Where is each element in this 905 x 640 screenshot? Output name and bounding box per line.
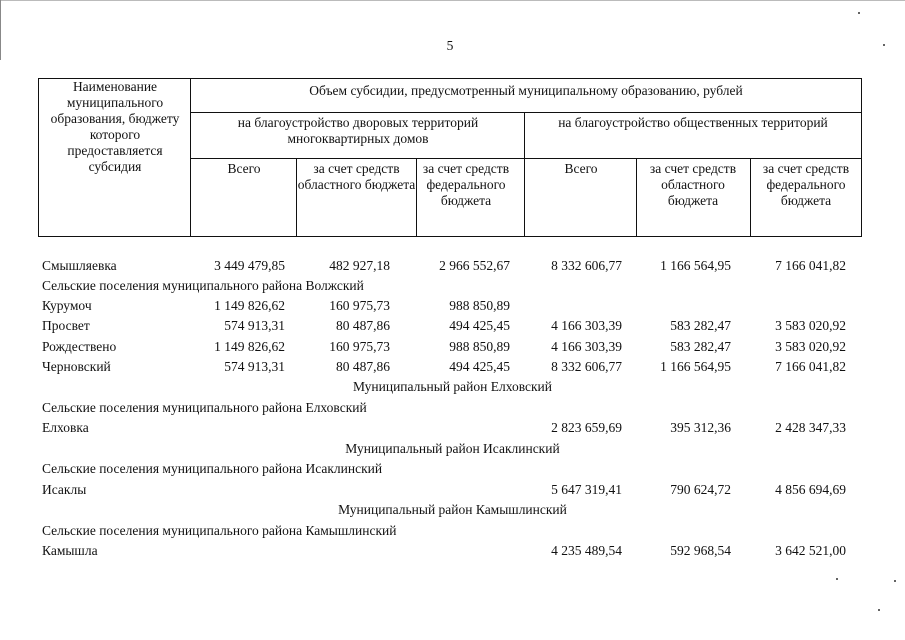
header-col-regional-public: за счет средств областного бюджета (649, 161, 737, 208)
amount-cell-v5: 1 166 564,95 (660, 359, 731, 374)
scan-speck (858, 12, 860, 14)
table-row (0, 420, 905, 440)
district-heading: Муниципальный район Камышлинский (338, 502, 567, 517)
table-row (0, 543, 905, 563)
amount-cell-v4: 8 332 606,77 (551, 258, 622, 273)
amount-cell-v1: 1 149 826,62 (214, 339, 285, 354)
table-row (0, 258, 905, 278)
municipality-name: Смышляевка (42, 258, 117, 273)
header-group-yards: на благоустройство дворовых территорий многоквартирных домов (237, 115, 479, 146)
district-heading-row (0, 441, 905, 461)
district-heading: Муниципальный район Елховский (352, 379, 553, 394)
header-col-total-public: Всего (564, 161, 598, 176)
amount-cell-v1: 574 913,31 (224, 318, 285, 333)
amount-cell-v3: 494 425,45 (449, 318, 510, 333)
group-heading-row (0, 400, 905, 420)
amount-cell-v6: 2 428 347,33 (775, 420, 846, 435)
table-row (0, 339, 905, 359)
scan-speck (883, 44, 885, 46)
amount-cell-v5: 395 312,36 (670, 420, 731, 435)
amount-cell-v6: 3 583 020,92 (775, 318, 846, 333)
amount-cell-v1: 574 913,31 (224, 359, 285, 374)
amount-cell-v2: 482 927,18 (329, 258, 390, 273)
municipality-name: Рождествено (42, 339, 117, 354)
group-heading-row (0, 461, 905, 481)
group-heading: Сельские поселения муниципального района Елховский (42, 400, 367, 415)
amount-cell-v5: 583 282,47 (670, 339, 731, 354)
amount-cell-v4: 4 166 303,39 (551, 339, 622, 354)
group-heading: Сельские поселения муниципального района Камышлинский (42, 523, 397, 538)
header-main-title: Объем субсидии, предусмотренный муниципальному образованию, рублей (309, 83, 743, 98)
table-row (0, 298, 905, 318)
amount-cell-v5: 583 282,47 (670, 318, 731, 333)
group-heading: Сельские поселения муниципального района Исаклинский (42, 461, 383, 476)
municipality-name: Исаклы (42, 482, 87, 497)
page-number: 5 (446, 38, 454, 53)
municipality-name: Черновский (42, 359, 111, 374)
amount-cell-v4: 4 166 303,39 (551, 318, 622, 333)
amount-cell-v1: 3 449 479,85 (214, 258, 285, 273)
scan-speck (894, 580, 896, 582)
amount-cell-v5: 790 624,72 (670, 482, 731, 497)
amount-cell-v6: 3 642 521,00 (775, 543, 846, 558)
header-col-total-yards: Всего (227, 161, 261, 176)
group-heading: Сельские поселения муниципального района Волжский (42, 278, 364, 293)
amount-cell-v6: 7 166 041,82 (775, 359, 846, 374)
amount-cell-v6: 3 583 020,92 (775, 339, 846, 354)
amount-cell-v3: 988 850,89 (449, 298, 510, 313)
amount-cell-v2: 160 975,73 (329, 339, 390, 354)
scan-speck (836, 578, 838, 580)
amount-cell-v3: 494 425,45 (449, 359, 510, 374)
amount-cell-v1: 1 149 826,62 (214, 298, 285, 313)
municipality-name: Просвет (42, 318, 90, 333)
amount-cell-v3: 2 966 552,67 (439, 258, 510, 273)
scan-edge-left (0, 0, 1, 60)
table-row (0, 359, 905, 379)
header-col-regional-yards: за счет средств областного бюджета (297, 161, 416, 192)
scan-edge-top (0, 0, 905, 1)
header-col-federal-yards: за счет средств федерального бюджета (422, 161, 510, 208)
municipality-name: Камышла (42, 543, 98, 558)
table-row (0, 318, 905, 338)
scan-speck (878, 609, 880, 611)
group-heading-row (0, 278, 905, 298)
header-group-public: на благоустройство общественных территорий (558, 115, 828, 130)
amount-cell-v4: 5 647 319,41 (551, 482, 622, 497)
amount-cell-v4: 8 332 606,77 (551, 359, 622, 374)
table-row (0, 482, 905, 502)
amount-cell-v3: 988 850,89 (449, 339, 510, 354)
municipality-name: Курумоч (42, 298, 92, 313)
amount-cell-v2: 80 487,86 (336, 318, 390, 333)
group-heading-row (0, 523, 905, 543)
amount-cell-v6: 7 166 041,82 (775, 258, 846, 273)
amount-cell-v4: 4 235 489,54 (551, 543, 622, 558)
district-heading-row (0, 379, 905, 399)
header-name-column: Наименование муниципального образования, бюджету которого предоставляется субсидия (50, 79, 180, 174)
amount-cell-v2: 80 487,86 (336, 359, 390, 374)
header-col-federal-public: за счет средств федерального бюджета (762, 161, 850, 208)
amount-cell-v4: 2 823 659,69 (551, 420, 622, 435)
district-heading: Муниципальный район Исаклинский (345, 441, 560, 456)
amount-cell-v5: 592 968,54 (670, 543, 731, 558)
amount-cell-v6: 4 856 694,69 (775, 482, 846, 497)
amount-cell-v5: 1 166 564,95 (660, 258, 731, 273)
amount-cell-v2: 160 975,73 (329, 298, 390, 313)
municipality-name: Елховка (42, 420, 89, 435)
district-heading-row (0, 502, 905, 522)
